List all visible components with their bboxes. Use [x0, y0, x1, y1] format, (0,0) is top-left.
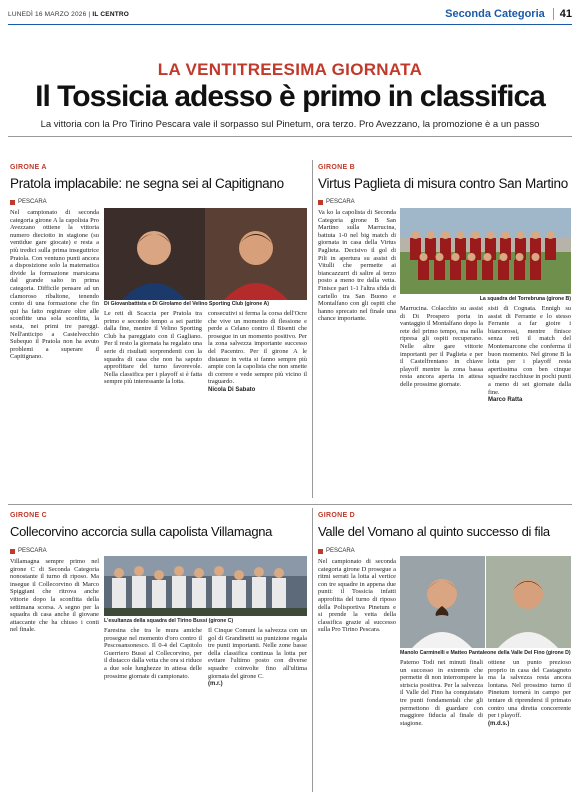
group-label-d: GIRONE D	[318, 512, 356, 519]
section-name: Seconda Categoria	[445, 8, 545, 20]
article-a-text-2: Le reti di Scaccia per Pratola tra primo e secondo tempo a sei partite dalla fine, mentre il Velino Sporting Club ha pareggiato con il Gagliano. Per il resto la giornata ha regalato una serie di risultati sorprendenti con la squadra di casa che non ha saputo approfittare del turno favorevole. Nella classifica per i playoff si è fatta sempre più interessante la lotta.	[104, 310, 202, 386]
article-title-b: Virtus Paglieta di misura contro San Martino	[318, 176, 568, 191]
city-marker-icon	[318, 549, 323, 554]
byline-c	[10, 548, 47, 554]
signature-c: (m.r.)	[208, 681, 223, 688]
byline-city: PESCARA	[18, 199, 47, 205]
article-title-a: Pratola implacabile: ne segna sei al Capitignano	[10, 176, 284, 191]
article-c-text-1: Villamagna sempre primo nel girone C di Seconda Categoria nonostante il turno di riposo. Ma insegue il Collecorvino di Marco Spiggiani che ritrova anche vittorie dopo la sconfitta della settimana scorsa. A segno per la squadra di casa anche il giovane attaccante che ha chiuso i conti nel finale.	[10, 558, 99, 634]
article-d-col-3	[488, 659, 571, 790]
group-label-a: GIRONE A	[10, 164, 47, 171]
group-label-c: GIRONE C	[10, 512, 48, 519]
paper-name: IL CENTRO	[92, 10, 130, 18]
photo-caption-b: La squadra del Torrebruna (girone B)	[479, 296, 571, 302]
photo-caption-a: Di Giovanbattista e Di Girolamo del Velino Sporting Club (girone A)	[104, 301, 269, 307]
group-label-b: GIRONE B	[318, 164, 356, 171]
signature-b: Marco Ratta	[488, 397, 523, 404]
article-title-d: Valle del Vomano al quinto successo di fila	[318, 524, 550, 539]
team-photo-b	[400, 208, 571, 294]
article-d-text-3: ottiene un punto prezioso proprio in casa del Castagneto ma la salvezza resta ancora lontana. Nel prossimo turno il Pinetum tornerà in campo per tentare di riprendersi il primato contro una diretta concorrente per i playoff.	[488, 659, 571, 720]
article-d-col-1	[318, 558, 396, 790]
article-c-col-3	[208, 627, 307, 790]
masthead	[8, 7, 572, 21]
photo-girone-c	[104, 556, 307, 616]
photo-caption-d: Manolo Carminelli e Matteo Pantaleone della Valle Del Fino (girone D)	[400, 650, 571, 656]
article-a-text-1: Nel campionato di seconda categoria girone A la capolista Pro Avezzano ottiene la vittoria numero dieciotto in stagione (su ventidue gare giocate) e resta a più tredici sulla prima inseguitrice Pratola. Con ventuno punti ancora a disposizione solo la matematica divide la formazione marsicana dal grande salto in prima categoria. Difficile pensare ad un clamoroso ribaltone, tenendo conto di una formazione che fin qui ha fatto registrare oltre alle sconfitte una sola sconfitta, la sesta, nei primi tre pareggi. Nell'anticipo a Castelvecchio Subequo il Pratola non ha avuto problemi a superare il Capitignano.	[10, 209, 99, 361]
issue-date: LUNEDÌ 16 MARZO 2026	[8, 10, 87, 18]
article-c-text-3: Il Cinque Comuni la salvezza con un gol di Grandinetti su punizione regala tre punti importanti. Nelle zone basse della classifica continua la lotta per evitare l'ultimo posto con diverse squadre coinvolte fino all'ultima giornata del girone C.	[208, 627, 307, 680]
article-d-text-2: Patemo Todi nei minuti finali un successo in extremis che permette di non interrompere la striscia positiva. Per la salvezza il Valle del Fino ha conquistato tre punti fondamentali che gli permettono di guardare con maggiore fiducia al finale di stagione.	[400, 659, 483, 727]
byline-d	[318, 548, 355, 554]
lead-divider	[8, 136, 572, 137]
players-photo-d	[400, 556, 571, 648]
page-headline: Il Tossicia adesso è primo in classifica	[35, 80, 545, 113]
photo-girone-d	[400, 556, 571, 648]
article-b-text-1: Va ko la capolista di Seconda Categoria girone B San Martino sulla Marrucina, battuta 1-0 nel big match di giornata in casa della Virtus Paglieta. Decisivo il gol di Pili in apertura su assist di Vitulli che permette ai biancazzurri di salire al terzo posto a meno tre dalla vetta. Finisce pari 1-1 l'altra sfida di cartello tra San Buono e Montalfano con gli ospiti che hanno sprecato nel finale una chance importante.	[318, 209, 396, 323]
article-b-text-3: sisti di Cognata. Ennigh su assist di Ferrante e lo stesso Ferrante a far gioire i biancorossi, mentre finisce senza reti il match del Montemarcone che conferma il buon momento. Nel girone B la lotta per i playoff resta apertissima con ben cinque squadre racchiuse in pochi punti a meno di sei giornate dalla fine.	[488, 305, 571, 396]
column-divider-cd	[312, 508, 313, 792]
city-marker-icon	[318, 200, 323, 205]
photo-caption-c: L'esultanza della squadra del Tirino Bussi (girone C)	[104, 618, 234, 624]
article-c-text-2: Faresina che tra le mura amiche prosegue nel momento d'oro contro il Pescosansonesco. Il 0-4 del Capitolo Guerriero Bussi al Collecorvino, per il distacco dalla vetta che ora si riduce a due sole lunghezze in attesa delle prossime giornate di campionato.	[104, 627, 202, 680]
article-title-c: Collecorvino accorcia sulla capolista Villamagna	[10, 524, 273, 539]
byline-a	[10, 199, 47, 205]
issue-date-line: LUNEDÌ 16 MARZO 2026 | IL CENTRO	[8, 10, 130, 18]
column-divider-ab	[312, 160, 313, 498]
byline-city: PESCARA	[326, 199, 355, 205]
celebration-photo-c	[104, 556, 307, 616]
article-a-col-2	[104, 310, 202, 495]
article-c-col-1	[10, 558, 99, 790]
page-number: 41	[553, 8, 572, 20]
signature-a: Nicola Di Sabato	[208, 386, 256, 393]
article-a-col-1	[10, 209, 99, 495]
article-d-col-2	[400, 659, 483, 790]
masthead-rule	[8, 24, 572, 25]
city-marker-icon	[10, 200, 15, 205]
article-a-text-3: consecutivi si ferma la corsa dell'Ocre che vive un momento di flessione e perde a Celano contro il Bisenti che prosegue in un momento positivo. Per la zona salvezza importante successo del Pacentro. Per il girone A le distanze in vetta si fanno sempre più ampie con la capolista che non smette di correre e vede sempre più vicino il traguardo.	[208, 310, 307, 386]
article-d-text-1: Nel campionato di seconda categoria girone D prosegue a ritmi serrati la lotta al vertice con tre squadre in appena due punti: il Tossicia infatti approfitta del turno di riposo della Polisportiva Pinetum e si prende la vetta della classifica grazie al successo sulla Pro Tirino Pescara.	[318, 558, 396, 634]
photo-girone-a	[104, 208, 307, 300]
article-a-col-3	[208, 310, 307, 495]
article-b-text-2: Marrucina. Colacchio su assist di Di Prospero porta in vantaggio il Montalfano dopo la rete del primo tempo, ma nella ripresa gli ospiti recuperano. Nelle altre gare vittorie importanti per il Paglieta e per il Castelfrentano in chiave playoff mentre la zona bassa resta ancora aperta in attesa delle prossime giornate.	[400, 305, 483, 388]
byline-city: PESCARA	[326, 548, 355, 554]
kicker: LA VENTITREESIMA GIORNATA	[157, 60, 423, 79]
city-marker-icon	[10, 549, 15, 554]
article-b-col-3	[488, 305, 571, 495]
article-c-col-2	[104, 627, 202, 790]
byline-city: PESCARA	[18, 548, 47, 554]
row-divider	[8, 504, 572, 505]
players-photo-a	[104, 208, 307, 300]
deck: La vittoria con la Pro Tirino Pescara vale il sorpasso sul Pinetum, ora terzo. Pro Avezzano, la promozione è a un passo	[40, 119, 540, 130]
signature-d: (m.d.s.)	[488, 720, 510, 727]
byline-b	[318, 199, 355, 205]
photo-girone-b	[400, 208, 571, 294]
article-b-col-1	[318, 209, 396, 495]
article-b-col-2	[400, 305, 483, 495]
